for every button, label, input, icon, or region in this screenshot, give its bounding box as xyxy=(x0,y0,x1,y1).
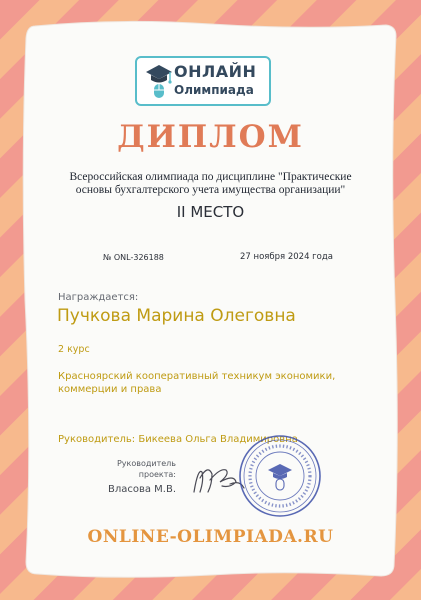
olympiad-description: Всероссийская олимпиада по дисциплине "Практические основы бухгалтерского учета имущества организации" xyxy=(69,171,352,196)
supervisor-line: Руководитель: Бикеева Ольга Владимировна xyxy=(58,434,298,445)
website-url: ONLINE-OLIMPIADA.RU xyxy=(87,527,334,547)
diploma-date: 27 ноября 2024 года xyxy=(240,252,333,262)
recipient-course: 2 курс xyxy=(58,344,90,355)
diploma-number: № ONL-326188 xyxy=(103,253,164,262)
recipient-institution: Красноярский кооперативный техникум экономики, коммерции и права xyxy=(58,371,336,395)
awarded-label: Награждается: xyxy=(58,292,139,303)
round-stamp-icon xyxy=(238,434,322,518)
place-label: II МЕСТО xyxy=(176,203,245,221)
graduation-cap-mouse-icon xyxy=(145,63,173,99)
logo-title: ОНЛАЙН xyxy=(174,62,257,81)
logo-subtitle: Олимпиада xyxy=(174,83,254,97)
recipient-name: Пучкова Марина Олеговна xyxy=(57,306,296,326)
project-lead-label: Руководитель проекта: xyxy=(116,459,176,479)
project-lead-name: Власова М.В. xyxy=(107,484,176,495)
diploma-title: ДИПЛОМ xyxy=(117,119,304,155)
